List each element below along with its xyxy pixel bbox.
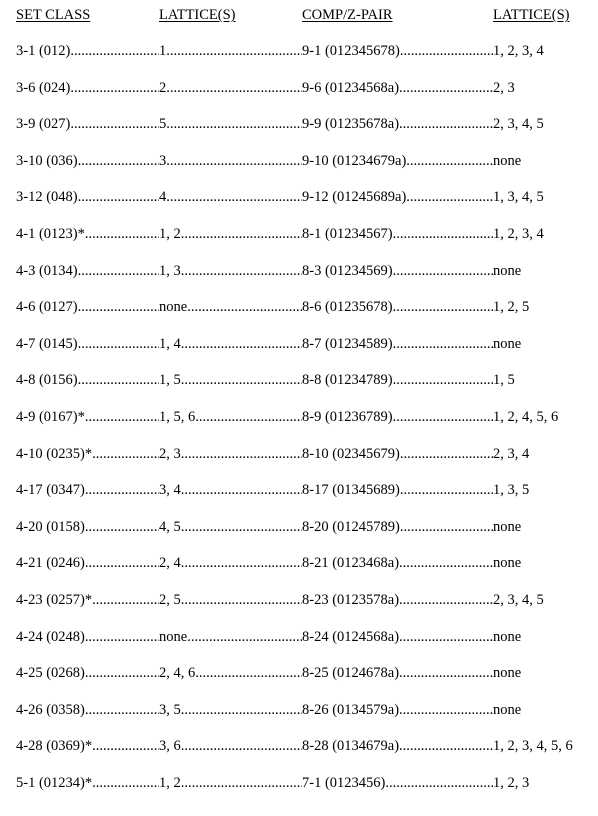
table-row <box>16 409 596 446</box>
comp-lattices-cell: 1, 2, 3, 4, 5, 6 <box>493 738 573 755</box>
table-row <box>16 189 596 226</box>
comp-lattices-cell: none <box>493 335 522 352</box>
comp-lattices-cell: 1, 2, 3 <box>493 774 530 791</box>
lattices-cell: 2, 3 ..... <box>159 446 302 463</box>
table-row <box>16 299 596 336</box>
set-class-cell: 3-10 (036) ..... <box>16 153 159 170</box>
comp-pair-cell: 8-28 (0134679a) ..... <box>302 738 493 755</box>
comp-lattices-cell: 1, 2, 4, 5, 6 <box>493 408 559 425</box>
comp-pair-cell: 9-10 (01234679a) ..... <box>302 153 493 170</box>
comp-pair-cell: 7-1 (0123456) ..... <box>302 775 493 792</box>
table-row <box>16 519 596 556</box>
header-row <box>16 7 596 29</box>
comp-pair-cell: 8-10 (02345679) ..... <box>302 446 493 463</box>
set-class-cell: 4-23 (0257)* ..... <box>16 592 159 609</box>
lattices-cell: 3, 5 ..... <box>159 702 302 719</box>
lattices-cell: 5 ..... <box>159 116 302 133</box>
table-row <box>16 372 596 409</box>
lattices-cell: 2, 4 ..... <box>159 555 302 572</box>
comp-lattices-cell: 1, 5 <box>493 372 515 389</box>
table-row <box>16 116 596 153</box>
set-class-cell: 3-1 (012) ..... <box>16 43 159 60</box>
comp-pair-cell: 8-21 (0123468a) ..... <box>302 555 493 572</box>
lattices-cell: none ..... <box>159 299 302 316</box>
comp-lattices-cell: 2, 3, 4, 5 <box>493 591 544 608</box>
comp-pair-cell: 8-8 (01234789) ..... <box>302 372 493 389</box>
table-row <box>16 555 596 592</box>
table-row <box>16 738 596 775</box>
comp-pair-cell: 9-9 (01235678a) ..... <box>302 116 493 133</box>
set-class-cell: 3-6 (024) ..... <box>16 80 159 97</box>
comp-lattices-cell: 2, 3 <box>493 79 515 96</box>
header-comp-z-pair: COMP/Z-PAIR <box>302 7 393 23</box>
comp-pair-cell: 9-1 (012345678) ..... <box>302 43 493 60</box>
table-row <box>16 702 596 739</box>
comp-lattices-cell: 2, 3, 4 <box>493 445 530 462</box>
set-class-cell: 4-6 (0127) ..... <box>16 299 159 316</box>
set-class-cell: 4-20 (0158) ..... <box>16 519 159 536</box>
table-row <box>16 263 596 300</box>
lattices-cell: 2, 4, 6 ..... <box>159 665 302 682</box>
set-class-cell: 4-9 (0167)* ..... <box>16 409 159 426</box>
lattices-cell: 3, 4 ..... <box>159 482 302 499</box>
comp-lattices-cell: 1, 3, 4, 5 <box>493 189 544 206</box>
comp-lattices-cell: 1, 2, 3, 4 <box>493 225 544 242</box>
comp-pair-cell: 8-9 (01236789) ..... <box>302 409 493 426</box>
table-row <box>16 482 596 519</box>
comp-pair-cell: 8-20 (01245789) ..... <box>302 519 493 536</box>
table-row <box>16 629 596 666</box>
comp-pair-cell: 8-26 (0134579a) ..... <box>302 702 493 719</box>
comp-lattices-cell: none <box>493 665 522 682</box>
table-row <box>16 226 596 263</box>
comp-pair-cell: 8-23 (0123578a) ..... <box>302 592 493 609</box>
lattices-cell: 4, 5 ..... <box>159 519 302 536</box>
set-class-cell: 4-24 (0248) ..... <box>16 629 159 646</box>
comp-pair-cell: 9-12 (01245689a) ..... <box>302 189 493 206</box>
set-class-cell: 4-21 (0246) ..... <box>16 555 159 572</box>
set-class-cell: 4-8 (0156) ..... <box>16 372 159 389</box>
comp-pair-cell: 8-7 (01234589) ..... <box>302 336 493 353</box>
comp-lattices-cell: 1, 3, 5 <box>493 482 530 499</box>
lattices-cell: none ..... <box>159 629 302 646</box>
header-comp-lattices: LATTICE(S) <box>493 7 570 23</box>
set-class-cell: 4-25 (0268) ..... <box>16 665 159 682</box>
lattices-cell: 1, 5, 6 ..... <box>159 409 302 426</box>
table-body <box>16 43 596 811</box>
lattices-cell: 4 ..... <box>159 189 302 206</box>
set-class-table <box>16 7 596 811</box>
lattices-cell: 3 ..... <box>159 153 302 170</box>
comp-lattices-cell: 2, 3, 4, 5 <box>493 116 544 133</box>
comp-pair-cell: 8-1 (01234567) ..... <box>302 226 493 243</box>
comp-lattices-cell: 1, 2, 5 <box>493 299 530 316</box>
comp-lattices-cell: none <box>493 628 522 645</box>
table-row <box>16 446 596 483</box>
comp-pair-cell: 8-3 (01234569) ..... <box>302 263 493 280</box>
table-row <box>16 665 596 702</box>
set-class-cell: 4-3 (0134) ..... <box>16 263 159 280</box>
lattices-cell: 3, 6 ..... <box>159 738 302 755</box>
comp-lattices-cell: none <box>493 152 522 169</box>
lattices-cell: 1, 4 ..... <box>159 336 302 353</box>
set-class-cell: 4-10 (0235)* ..... <box>16 446 159 463</box>
set-class-cell: 4-17 (0347) ..... <box>16 482 159 499</box>
comp-pair-cell: 8-24 (0124568a) ..... <box>302 629 493 646</box>
lattices-cell: 2 ..... <box>159 80 302 97</box>
table-row <box>16 43 596 80</box>
table-row <box>16 592 596 629</box>
comp-pair-cell: 8-6 (01235678) ..... <box>302 299 493 316</box>
comp-lattices-cell: none <box>493 701 522 718</box>
table-row <box>16 153 596 190</box>
table-row <box>16 80 596 117</box>
comp-lattices-cell: none <box>493 555 522 572</box>
lattices-cell: 1, 3 ..... <box>159 263 302 280</box>
lattices-cell: 1 ..... <box>159 43 302 60</box>
set-class-cell: 4-1 (0123)* ..... <box>16 226 159 243</box>
lattices-cell: 2, 5 ..... <box>159 592 302 609</box>
table-row <box>16 775 596 812</box>
set-class-cell: 4-28 (0369)* ..... <box>16 738 159 755</box>
table-row <box>16 336 596 373</box>
set-class-cell: 4-26 (0358) ..... <box>16 702 159 719</box>
comp-pair-cell: 9-6 (01234568a) ..... <box>302 80 493 97</box>
comp-pair-cell: 8-17 (01345689) ..... <box>302 482 493 499</box>
comp-lattices-cell: none <box>493 518 522 535</box>
header-lattices: LATTICE(S) <box>159 7 236 23</box>
comp-pair-cell: 8-25 (0124678a) ..... <box>302 665 493 682</box>
lattices-cell: 1, 2 ..... <box>159 226 302 243</box>
set-class-cell: 3-9 (027) ..... <box>16 116 159 133</box>
set-class-cell: 4-7 (0145) ..... <box>16 336 159 353</box>
lattices-cell: 1, 5 ..... <box>159 372 302 389</box>
set-class-cell: 3-12 (048) ..... <box>16 189 159 206</box>
comp-lattices-cell: 1, 2, 3, 4 <box>493 43 544 59</box>
comp-lattices-cell: none <box>493 262 522 279</box>
set-class-cell: 5-1 (01234)* ..... <box>16 775 159 792</box>
lattices-cell: 1, 2 ..... <box>159 775 302 792</box>
header-set-class: SET CLASS <box>16 7 91 23</box>
